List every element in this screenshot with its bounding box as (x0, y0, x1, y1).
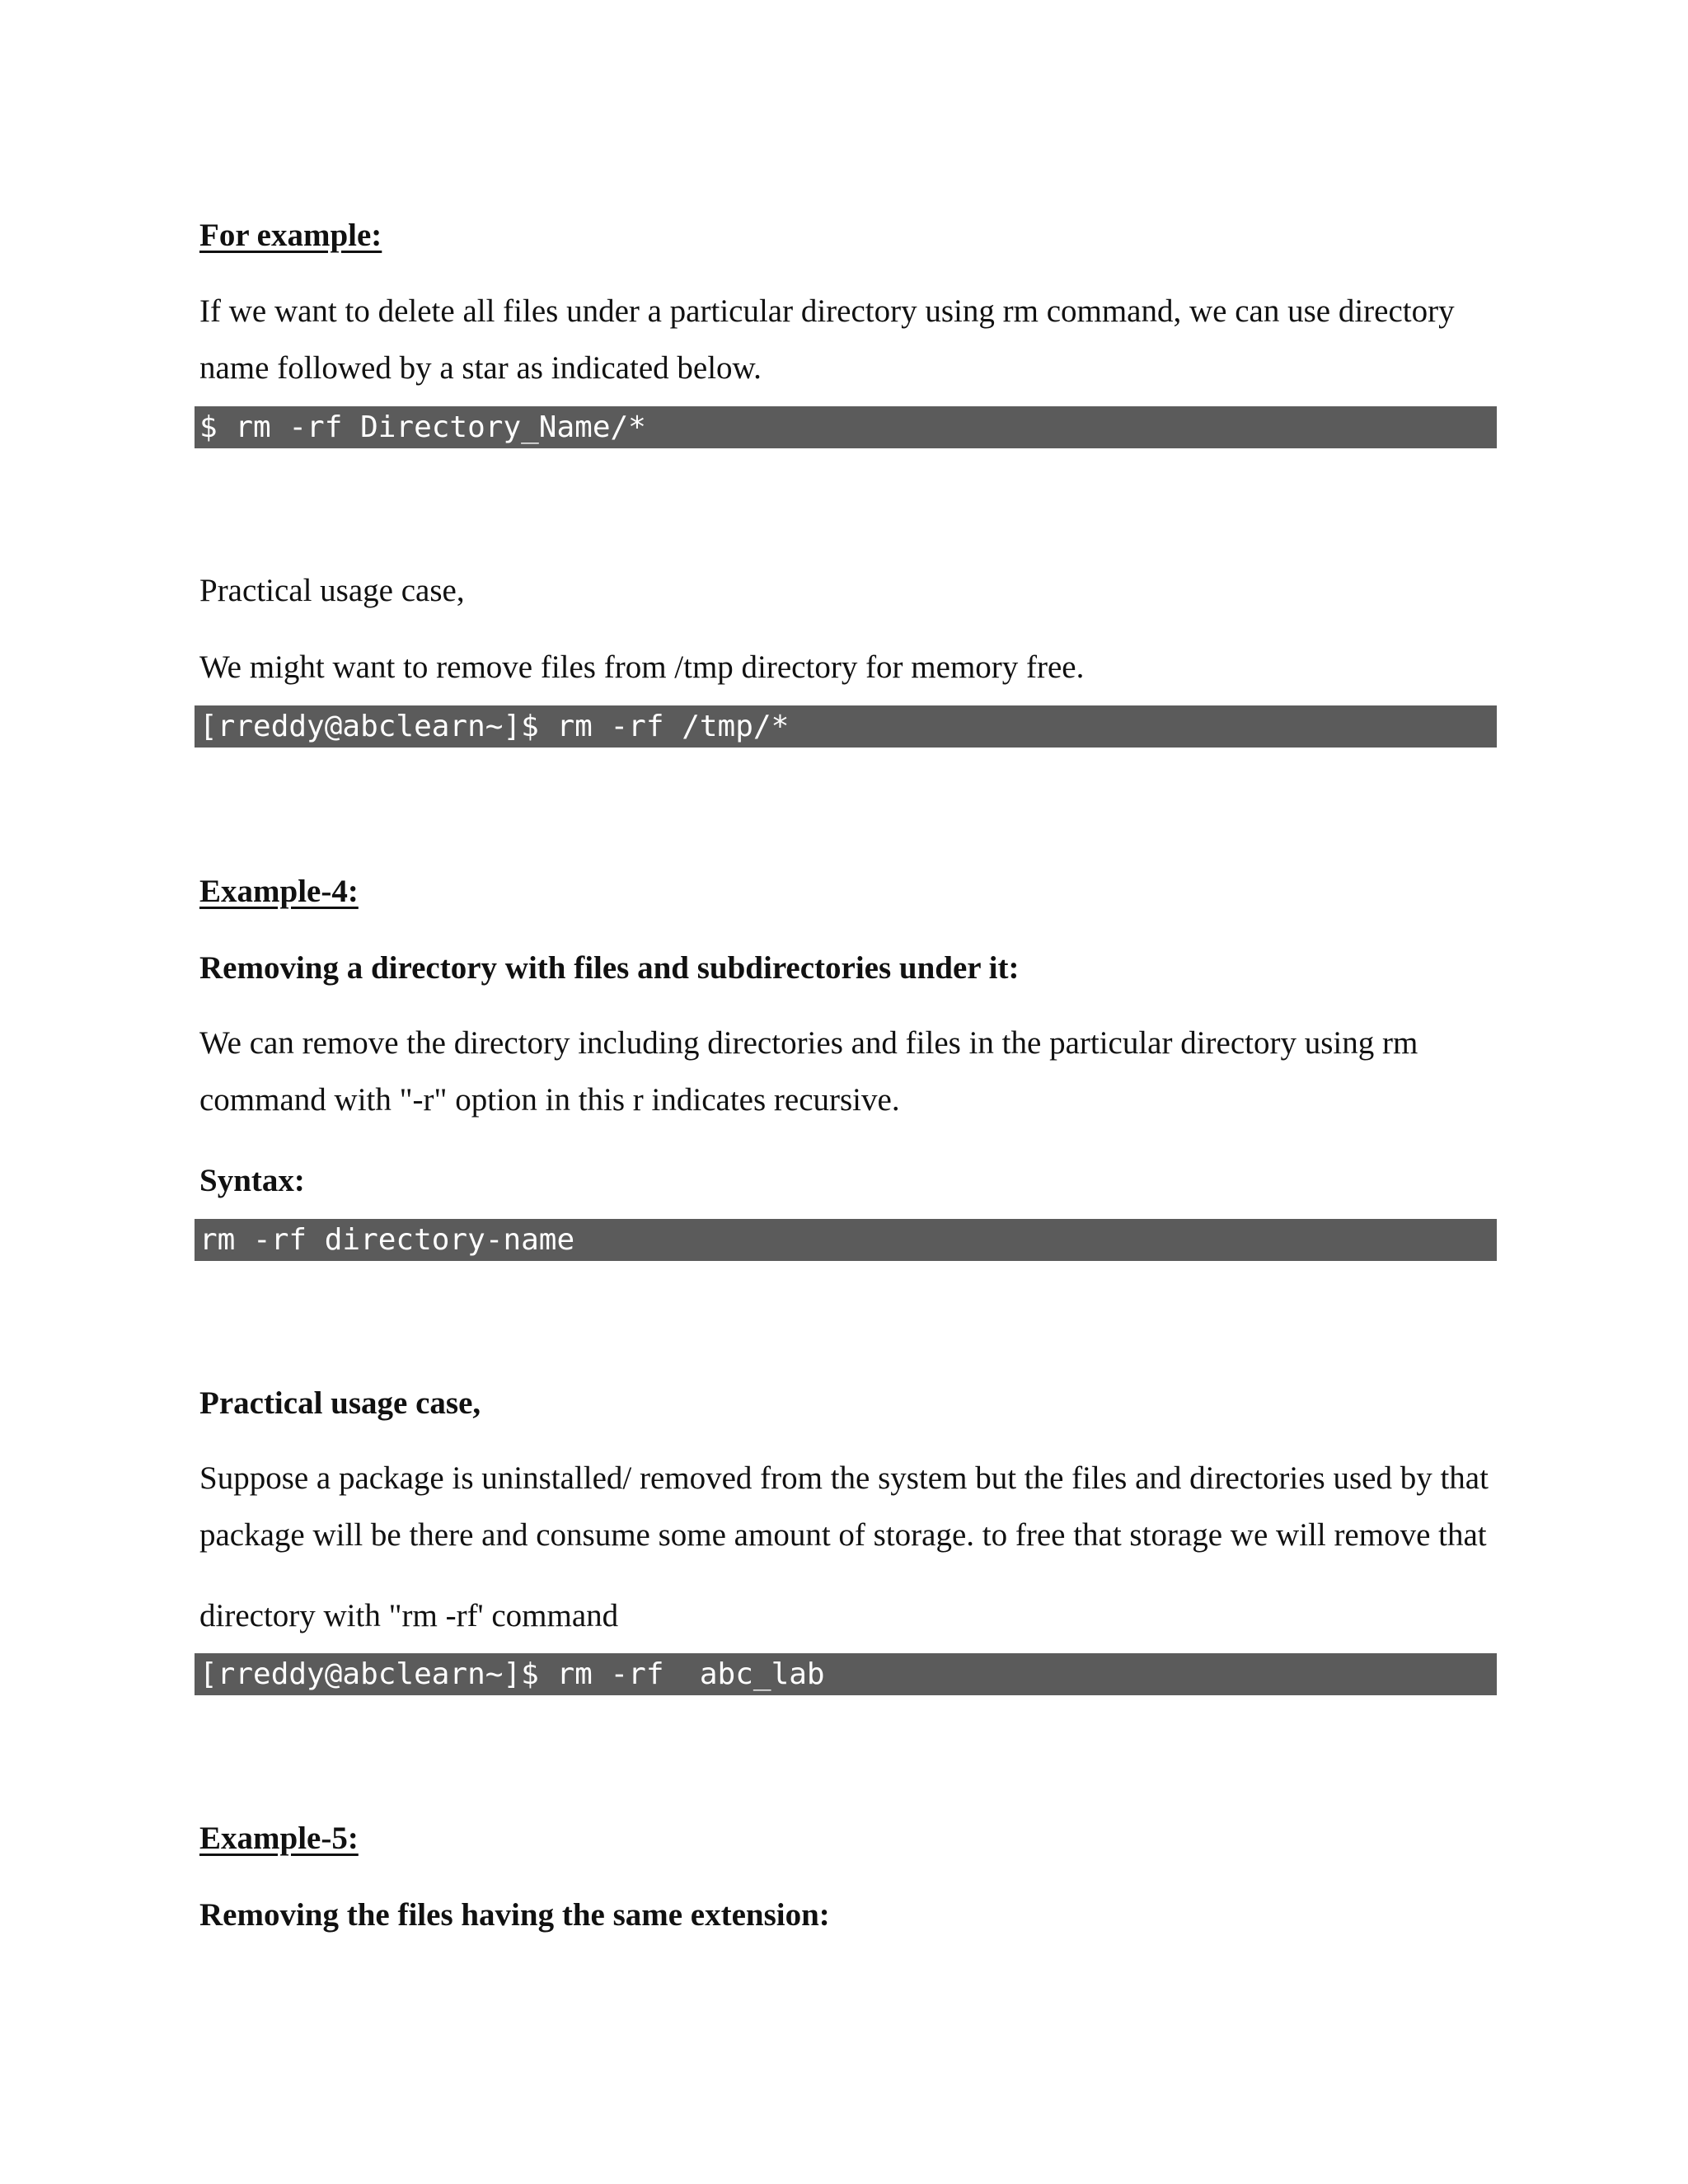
example-5-subheading: Removing the files having the same extension: (199, 1897, 830, 1933)
paragraph-tmp-directory: We might want to remove files from /tmp directory for memory free. (199, 649, 1085, 685)
paragraph-package-storage: Suppose a package is uninstalled/ removed from the system but the files and directories used by that package will be there and consume some amount of storage. to free that storage we will remove that (199, 1460, 1489, 1553)
example-5-heading: Example-5: (199, 1821, 359, 1856)
example-4-heading: Example-4: (199, 874, 359, 909)
practical-usage-label-1: Practical usage case, (199, 573, 465, 608)
practical-usage-label-2: Practical usage case, (199, 1385, 481, 1421)
paragraph-delete-all-files: If we want to delete all files under a particular directory using rm command, we can use directory name followed by a star as indicated below. (199, 293, 1455, 386)
for-example-heading: For example: (199, 218, 382, 253)
code-block-rm-tmp: [rreddy@abclearn~]$ rm -rf /tmp/* (195, 705, 1497, 748)
example-4-subheading: Removing a directory with files and subdirectories under it: (199, 950, 1020, 986)
code-block-rm-directory-star: $ rm -rf Directory_Name/* (195, 406, 1497, 448)
code-block-syntax: rm -rf directory-name (195, 1219, 1497, 1261)
syntax-label: Syntax: (199, 1163, 305, 1198)
paragraph-recursive-removal: We can remove the directory including directories and files in the particular directory using rm command with "-r" option in this r indicates recursive. (199, 1025, 1418, 1118)
paragraph-package-storage-continued: directory with "rm -rf' command (199, 1598, 619, 1633)
code-block-rm-abc-lab: [rreddy@abclearn~]$ rm -rf abc_lab (195, 1653, 1497, 1695)
